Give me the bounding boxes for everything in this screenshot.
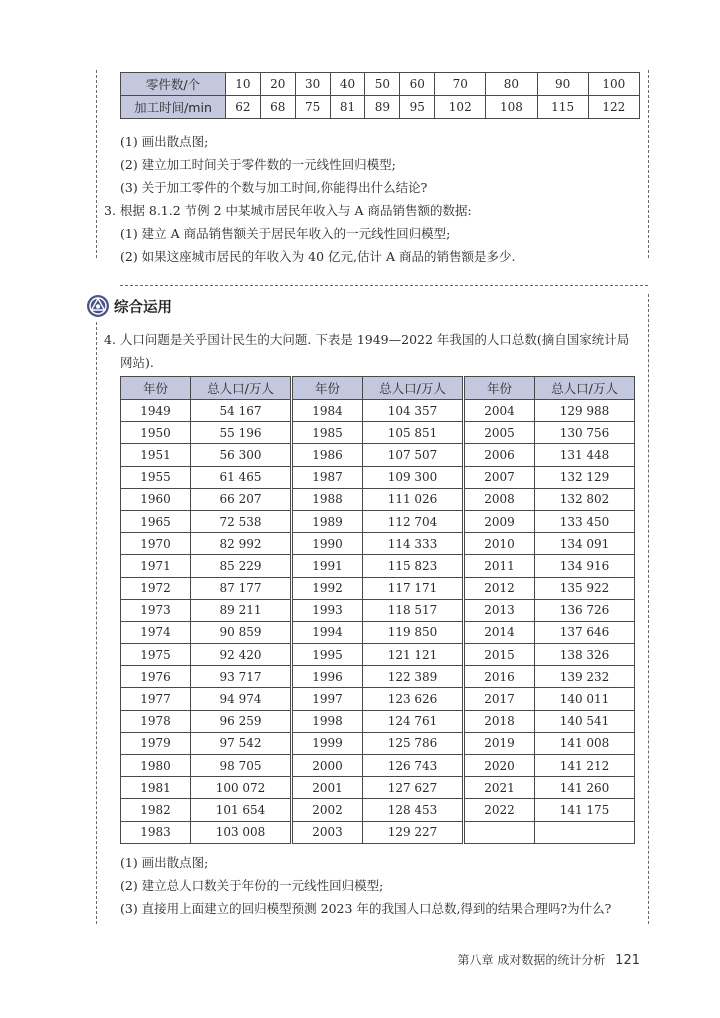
table-row — [293, 732, 463, 754]
table-row — [465, 533, 635, 555]
year-cell: 1960 — [121, 488, 191, 510]
population-cell: 127 627 — [363, 777, 463, 799]
table-row — [465, 510, 635, 532]
population-cell: 115 823 — [363, 555, 463, 577]
table-row — [293, 777, 463, 799]
population-cell: 61 465 — [191, 466, 291, 488]
table-row — [293, 799, 463, 821]
year-cell: 2012 — [465, 577, 535, 599]
year-cell: 1987 — [293, 466, 363, 488]
parts-time-cell: 68 — [260, 96, 295, 119]
population-cell: 119 850 — [363, 621, 463, 643]
table-row — [121, 621, 291, 643]
year-cell: 1983 — [121, 821, 191, 843]
population-cell: 100 072 — [191, 777, 291, 799]
population-cell: 54 167 — [191, 400, 291, 422]
year-cell: 2003 — [293, 821, 363, 843]
parts-time-label: 加工时间/min — [121, 96, 226, 119]
parts-count-cell: 30 — [295, 73, 330, 96]
population-cell: 140 541 — [535, 710, 635, 732]
population-cell: 141 175 — [535, 799, 635, 821]
q2-sub3: (3) 关于加工零件的个数与加工时间,你能得出什么结论? — [120, 180, 428, 195]
population-table-part-2 — [292, 376, 463, 844]
year-cell: 1980 — [121, 755, 191, 777]
table-row — [293, 400, 463, 422]
table-row — [121, 533, 291, 555]
population-cell: 141 008 — [535, 732, 635, 754]
year-cell: 2010 — [465, 533, 535, 555]
population-cell: 138 326 — [535, 644, 635, 666]
population-cell: 90 859 — [191, 621, 291, 643]
parts-table — [120, 72, 640, 119]
population-cell: 97 542 — [191, 732, 291, 754]
table-row — [465, 777, 635, 799]
q4-stem-line2: 网站). — [120, 355, 154, 370]
parts-time-row — [121, 96, 640, 119]
population-cell: 134 091 — [535, 533, 635, 555]
population-cell: 121 121 — [363, 644, 463, 666]
population-cell: 129 988 — [535, 400, 635, 422]
year-cell: 1992 — [293, 577, 363, 599]
population-header-row — [293, 377, 463, 400]
population-cell: 124 761 — [363, 710, 463, 732]
population-cell: 109 300 — [363, 466, 463, 488]
year-cell: 1998 — [293, 710, 363, 732]
population-cell: 107 507 — [363, 444, 463, 466]
table-row — [465, 755, 635, 777]
year-cell: 1977 — [121, 688, 191, 710]
parts-time-cell: 122 — [588, 96, 639, 119]
q4-sub3: (3) 直接用上面建立的回归模型预测 2023 年的我国人口总数,得到的结果合理吗?为什么? — [120, 901, 612, 916]
year-cell: 1971 — [121, 555, 191, 577]
population-cell: 137 646 — [535, 621, 635, 643]
table-row — [465, 488, 635, 510]
population-cell: 89 211 — [191, 599, 291, 621]
population-cell: 125 786 — [363, 732, 463, 754]
q3-stem: 3. 根据 8.1.2 节例 2 中某城市居民年收入与 A 商品销售额的数据: — [104, 203, 472, 218]
parts-count-cell: 40 — [330, 73, 365, 96]
year-cell: 1965 — [121, 510, 191, 532]
population-cell: 98 705 — [191, 755, 291, 777]
table-row — [465, 444, 635, 466]
table-row — [465, 821, 635, 843]
year-cell: 1955 — [121, 466, 191, 488]
parts-time-cell: 115 — [537, 96, 588, 119]
population-cell: 55 196 — [191, 422, 291, 444]
population-cell: 66 207 — [191, 488, 291, 510]
year-header: 年份 — [465, 377, 535, 400]
table-row — [293, 821, 463, 843]
population-cell: 136 726 — [535, 599, 635, 621]
year-cell: 2005 — [465, 422, 535, 444]
table-row — [465, 644, 635, 666]
year-cell: 1995 — [293, 644, 363, 666]
year-cell: 2007 — [465, 466, 535, 488]
year-cell: 1970 — [121, 533, 191, 555]
table-row — [293, 755, 463, 777]
table-row — [465, 466, 635, 488]
table-row — [121, 400, 291, 422]
year-cell: 1950 — [121, 422, 191, 444]
population-cell: 104 357 — [363, 400, 463, 422]
parts-time-cell: 62 — [226, 96, 261, 119]
table-row — [121, 755, 291, 777]
year-cell: 1951 — [121, 444, 191, 466]
year-cell: 2000 — [293, 755, 363, 777]
population-header: 总人口/万人 — [535, 377, 635, 400]
population-cell: 87 177 — [191, 577, 291, 599]
parts-time-cell: 75 — [295, 96, 330, 119]
parts-count-cell: 100 — [588, 73, 639, 96]
table-row — [121, 710, 291, 732]
table-row — [465, 422, 635, 444]
population-cell: 129 227 — [363, 821, 463, 843]
population-table-part-1 — [120, 376, 291, 844]
q4-sub2: (2) 建立总人口数关于年份的一元线性回归模型; — [120, 878, 384, 893]
table-row — [121, 732, 291, 754]
table-row — [121, 555, 291, 577]
population-cell: 56 300 — [191, 444, 291, 466]
page-footer — [458, 951, 640, 968]
year-cell: 1975 — [121, 644, 191, 666]
parts-count-cell: 50 — [365, 73, 400, 96]
year-cell: 1981 — [121, 777, 191, 799]
parts-time-cell: 102 — [435, 96, 486, 119]
population-cell: 114 333 — [363, 533, 463, 555]
table-row — [465, 577, 635, 599]
population-cell: 126 743 — [363, 755, 463, 777]
year-cell: 1997 — [293, 688, 363, 710]
year-cell: 1994 — [293, 621, 363, 643]
table-row — [293, 577, 463, 599]
table-row — [121, 466, 291, 488]
table-row — [121, 444, 291, 466]
table-row — [293, 688, 463, 710]
population-cell: 133 450 — [535, 510, 635, 532]
parts-count-cell: 90 — [537, 73, 588, 96]
year-cell: 2015 — [465, 644, 535, 666]
parts-time-cell: 81 — [330, 96, 365, 119]
population-header-row — [121, 377, 291, 400]
frame-top-divider — [120, 285, 648, 286]
year-cell: 1972 — [121, 577, 191, 599]
page-number: 121 — [615, 953, 640, 968]
year-cell: 1988 — [293, 488, 363, 510]
year-cell: 1974 — [121, 621, 191, 643]
q3-sub1: (1) 建立 A 商品销售额关于居民年收入的一元线性回归模型; — [120, 226, 451, 241]
year-cell: 2002 — [293, 799, 363, 821]
table-row — [293, 710, 463, 732]
q4-sub1: (1) 画出散点图; — [120, 855, 209, 870]
population-cell: 111 026 — [363, 488, 463, 510]
parts-time-cell: 108 — [486, 96, 537, 119]
table-row — [121, 688, 291, 710]
table-row — [293, 599, 463, 621]
table-row — [293, 422, 463, 444]
table-row — [121, 666, 291, 688]
table-row — [121, 799, 291, 821]
population-cell: 122 389 — [363, 666, 463, 688]
population-table-part-3 — [464, 376, 635, 844]
year-cell: 2001 — [293, 777, 363, 799]
population-header: 总人口/万人 — [363, 377, 463, 400]
year-cell: 1978 — [121, 710, 191, 732]
table-row — [465, 666, 635, 688]
population-cell: 139 232 — [535, 666, 635, 688]
population-cell: 103 008 — [191, 821, 291, 843]
parts-count-cell: 80 — [486, 73, 537, 96]
population-cell: 140 011 — [535, 688, 635, 710]
population-header: 总人口/万人 — [191, 377, 291, 400]
year-cell: 1985 — [293, 422, 363, 444]
table-row — [293, 488, 463, 510]
population-cell: 130 756 — [535, 422, 635, 444]
table-row — [293, 444, 463, 466]
section-emblem-icon — [86, 294, 110, 318]
year-cell: 2006 — [465, 444, 535, 466]
year-cell: 2008 — [465, 488, 535, 510]
year-cell: 2021 — [465, 777, 535, 799]
population-cell — [535, 821, 635, 843]
table-row — [465, 710, 635, 732]
table-row — [293, 666, 463, 688]
frame-right-top — [648, 70, 649, 258]
year-cell: 2018 — [465, 710, 535, 732]
year-cell: 2019 — [465, 732, 535, 754]
year-cell: 1982 — [121, 799, 191, 821]
population-cell: 112 704 — [363, 510, 463, 532]
parts-count-label: 零件数/个 — [121, 73, 226, 96]
population-cell: 96 259 — [191, 710, 291, 732]
table-row — [121, 422, 291, 444]
population-cell: 93 717 — [191, 666, 291, 688]
table-row — [121, 599, 291, 621]
year-cell: 1984 — [293, 400, 363, 422]
year-header: 年份 — [121, 377, 191, 400]
year-cell: 2020 — [465, 755, 535, 777]
table-row — [121, 821, 291, 843]
parts-count-cell: 20 — [260, 73, 295, 96]
year-cell: 1993 — [293, 599, 363, 621]
table-row — [121, 777, 291, 799]
year-cell: 2014 — [465, 621, 535, 643]
year-cell: 1999 — [293, 732, 363, 754]
parts-time-cell: 95 — [400, 96, 435, 119]
parts-count-cell: 60 — [400, 73, 435, 96]
table-row — [121, 577, 291, 599]
year-cell: 2016 — [465, 666, 535, 688]
section-title: 综合运用 — [114, 300, 172, 316]
year-cell: 2011 — [465, 555, 535, 577]
table-row — [465, 732, 635, 754]
q4-stem-line1: 4. 人口问题是关乎国计民生的大问题. 下表是 1949—2022 年我国的人口总数(摘自国家统计局 — [104, 332, 630, 347]
parts-count-cell: 70 — [435, 73, 486, 96]
table-row — [465, 599, 635, 621]
q2-sub2: (2) 建立加工时间关于零件数的一元线性回归模型; — [120, 157, 396, 172]
population-cell: 85 229 — [191, 555, 291, 577]
population-cell: 132 802 — [535, 488, 635, 510]
frame-left-top — [96, 70, 97, 258]
parts-count-cell: 10 — [226, 73, 261, 96]
footer-chapter: 第八章 成对数据的统计分析 — [457, 953, 606, 967]
year-cell — [465, 821, 535, 843]
year-cell: 2004 — [465, 400, 535, 422]
table-row — [293, 510, 463, 532]
year-cell: 2022 — [465, 799, 535, 821]
year-cell: 1976 — [121, 666, 191, 688]
population-cell: 94 974 — [191, 688, 291, 710]
frame-left-bottom — [96, 322, 97, 924]
population-cell: 128 453 — [363, 799, 463, 821]
year-cell: 2013 — [465, 599, 535, 621]
year-header: 年份 — [293, 377, 363, 400]
frame-right-bottom — [648, 294, 649, 924]
population-cell: 92 420 — [191, 644, 291, 666]
table-row — [293, 644, 463, 666]
table-row — [465, 400, 635, 422]
year-cell: 1996 — [293, 666, 363, 688]
year-cell: 1979 — [121, 732, 191, 754]
table-row — [121, 644, 291, 666]
table-row — [293, 533, 463, 555]
population-cell: 134 916 — [535, 555, 635, 577]
population-cell: 82 992 — [191, 533, 291, 555]
population-cell: 132 129 — [535, 466, 635, 488]
population-cell: 72 538 — [191, 510, 291, 532]
parts-count-row — [121, 73, 640, 96]
population-cell: 105 851 — [363, 422, 463, 444]
table-row — [293, 621, 463, 643]
table-row — [465, 799, 635, 821]
table-row — [293, 466, 463, 488]
population-cell: 118 517 — [363, 599, 463, 621]
table-row — [121, 488, 291, 510]
table-row — [121, 510, 291, 532]
population-header-row — [465, 377, 635, 400]
year-cell: 1986 — [293, 444, 363, 466]
year-cell: 1991 — [293, 555, 363, 577]
population-cell: 135 922 — [535, 577, 635, 599]
population-cell: 101 654 — [191, 799, 291, 821]
population-cell: 123 626 — [363, 688, 463, 710]
population-cell: 141 212 — [535, 755, 635, 777]
year-cell: 1949 — [121, 400, 191, 422]
q3-sub2: (2) 如果这座城市居民的年收入为 40 亿元,估计 A 商品的销售额是多少. — [120, 249, 516, 264]
year-cell: 2009 — [465, 510, 535, 532]
table-row — [465, 621, 635, 643]
year-cell: 2017 — [465, 688, 535, 710]
population-cell: 131 448 — [535, 444, 635, 466]
year-cell: 1989 — [293, 510, 363, 532]
table-row — [293, 555, 463, 577]
parts-time-cell: 89 — [365, 96, 400, 119]
year-cell: 1990 — [293, 533, 363, 555]
table-row — [465, 555, 635, 577]
table-row — [465, 688, 635, 710]
population-cell: 117 171 — [363, 577, 463, 599]
q2-sub1: (1) 画出散点图; — [120, 134, 209, 149]
year-cell: 1973 — [121, 599, 191, 621]
population-cell: 141 260 — [535, 777, 635, 799]
